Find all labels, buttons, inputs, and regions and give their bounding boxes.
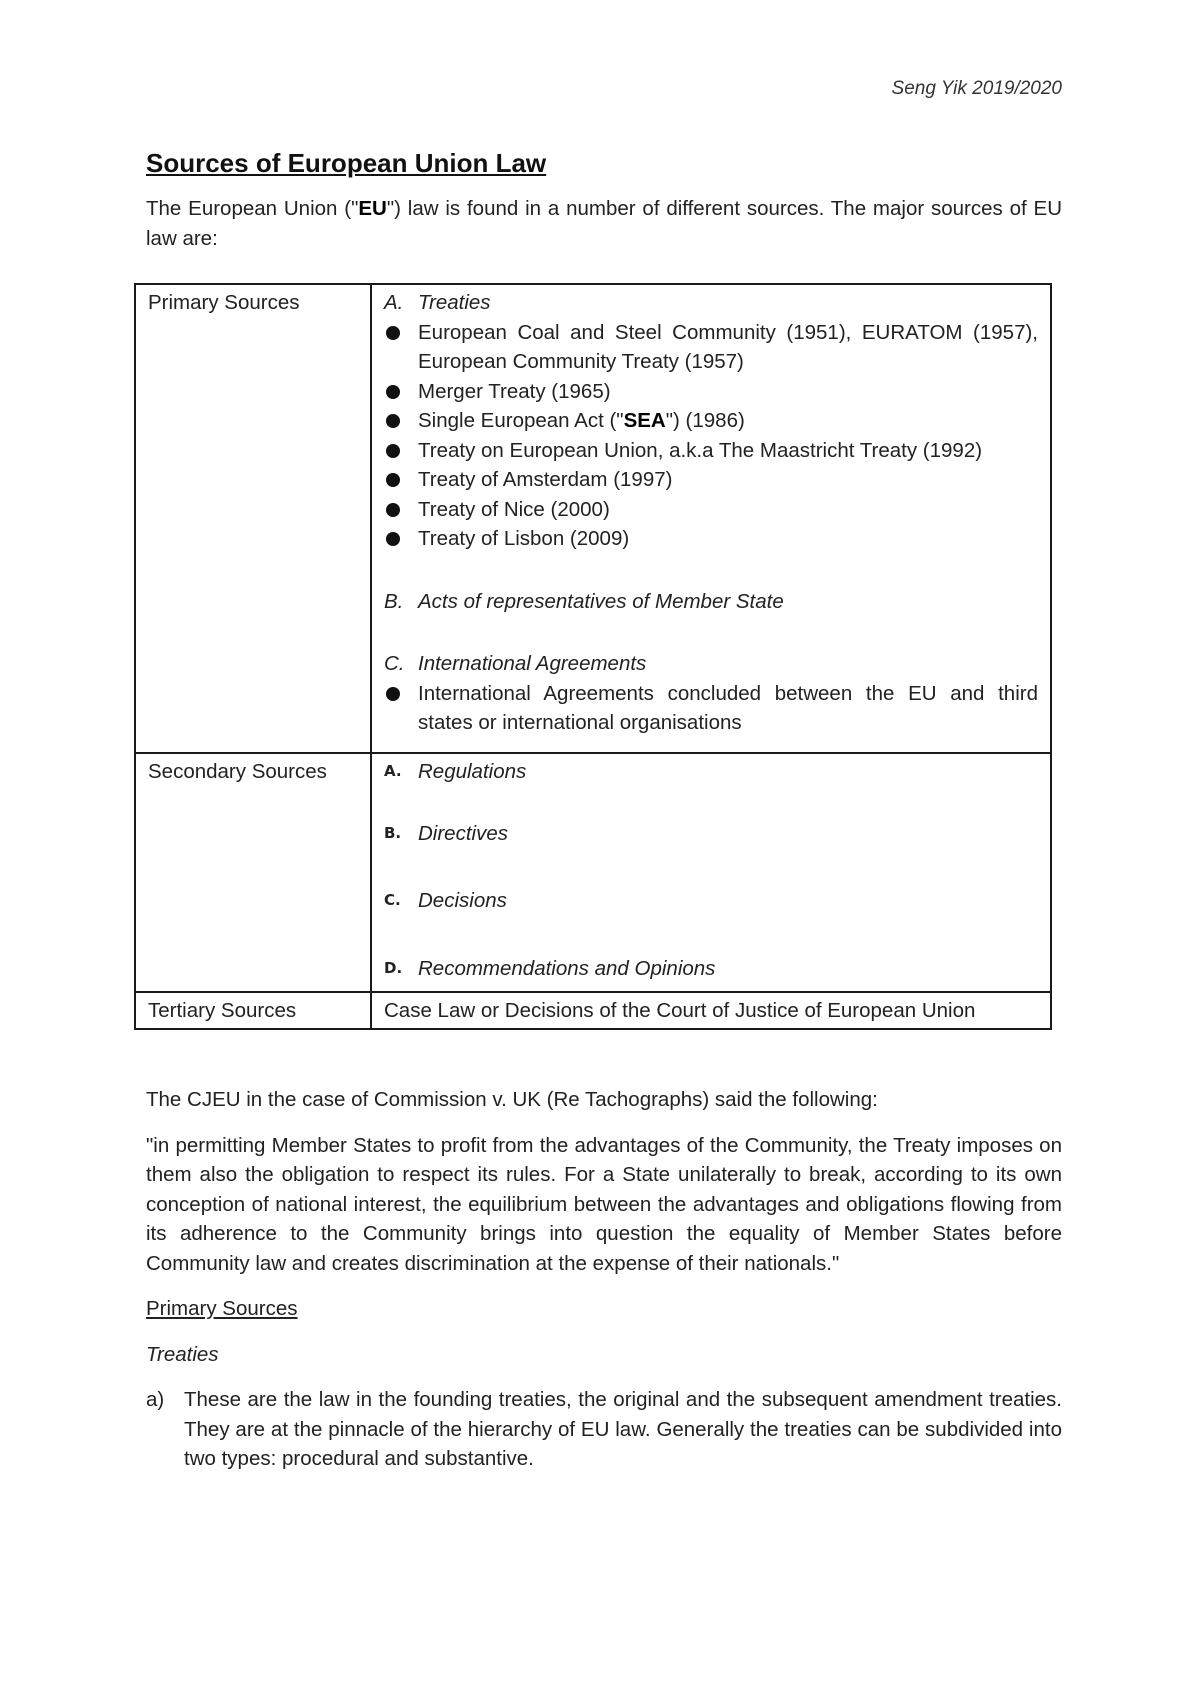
secondary-label: Secondary Sources [135, 753, 371, 992]
document-body [146, 1085, 1062, 1474]
tertiary-row [135, 992, 1051, 1029]
list-marker: B. [384, 589, 404, 613]
list-item: Treaty on European Union, a.k.a The Maastricht Treaty (1992) [384, 436, 1038, 466]
case-intro: The CJEU in the case of Commission v. UK (Re Tachographs) said the following: [146, 1088, 878, 1111]
list-item: a) These are the law in the founding treaties, the original and the subsequent amendment treaties. They are at the pinnacle of the hierarchy of EU law. Generally the treaties can be subdivided into two types: procedural and substantive. [146, 1385, 1062, 1474]
list-item: Treaty of Lisbon (2009) [384, 524, 1038, 554]
case-quote: "in permitting Member States to profit from the advantages of the Community, the Treaty imposes on them also the obligation to respect its rules. For a State unilaterally to break, according to its own conception of national interest, the equilibrium between the advantages and obligations flowing from its adherence to the Community brings into question the equality of Member States before Community law and creates discrimination at the expense of their nationals." [146, 1133, 1062, 1275]
acts-heading: B. Acts of representatives of Member State [384, 587, 1038, 617]
list-item: Single European Act ("SEA") (1986) [384, 406, 1038, 436]
list-item: Merger Treaty (1965) [384, 377, 1038, 407]
list-marker: a) [146, 1388, 165, 1411]
list-item: D. Recommendations and Opinions [384, 956, 716, 980]
primary-sources-heading: Primary Sources [146, 1297, 298, 1320]
agreements-heading: C. International Agreements [384, 649, 1038, 679]
intro-abbr: EU [358, 197, 387, 220]
treaties-subheading: Treaties [146, 1342, 219, 1366]
secondary-content [371, 753, 1051, 992]
intro-paragraph [146, 194, 1062, 253]
bullet-icon [384, 524, 418, 554]
primary-label: Primary Sources [135, 284, 371, 753]
bullet-icon [384, 495, 418, 525]
list-marker: A. [384, 291, 404, 314]
sources-table [134, 283, 1052, 1030]
list-item: European Coal and Steel Community (1951), EURATOM (1957), European Community Treaty (1957) [384, 318, 1038, 377]
document-top [146, 146, 1062, 253]
list-item: Treaty of Amsterdam (1997) [384, 465, 1038, 495]
bullet-icon [384, 679, 418, 738]
primary-content [371, 284, 1051, 753]
list-item: B. Directives [384, 821, 508, 845]
secondary-row [135, 753, 1051, 992]
primary-row [135, 284, 1051, 753]
bullet-icon [384, 406, 418, 436]
list-item: International Agreements concluded between the EU and third states or international organisations [384, 679, 1038, 738]
list-item: Treaty of Nice (2000) [384, 495, 1038, 525]
page-title: Sources of European Union Law [146, 148, 547, 178]
intro-text-start: The European Union (" [146, 197, 359, 220]
author-year-note: Seng Yik 2019/2020 [891, 78, 1062, 99]
intro-text-end: ") law is found in a number of different sources. The major sources of EU law are: [146, 197, 1062, 250]
tertiary-label: Tertiary Sources [135, 992, 371, 1029]
bullet-icon [384, 465, 418, 495]
treaties-heading [384, 288, 1038, 318]
list-item: C. Decisions [384, 889, 507, 912]
treaties-title: Treaties [418, 291, 491, 314]
tertiary-content: Case Law or Decisions of the Court of Justice of European Union [371, 992, 1051, 1029]
list-marker: C. [384, 652, 405, 675]
bullet-icon [384, 436, 418, 466]
bullet-icon [384, 377, 418, 407]
bullet-icon [384, 318, 418, 377]
list-item: A. Regulations [384, 760, 527, 783]
